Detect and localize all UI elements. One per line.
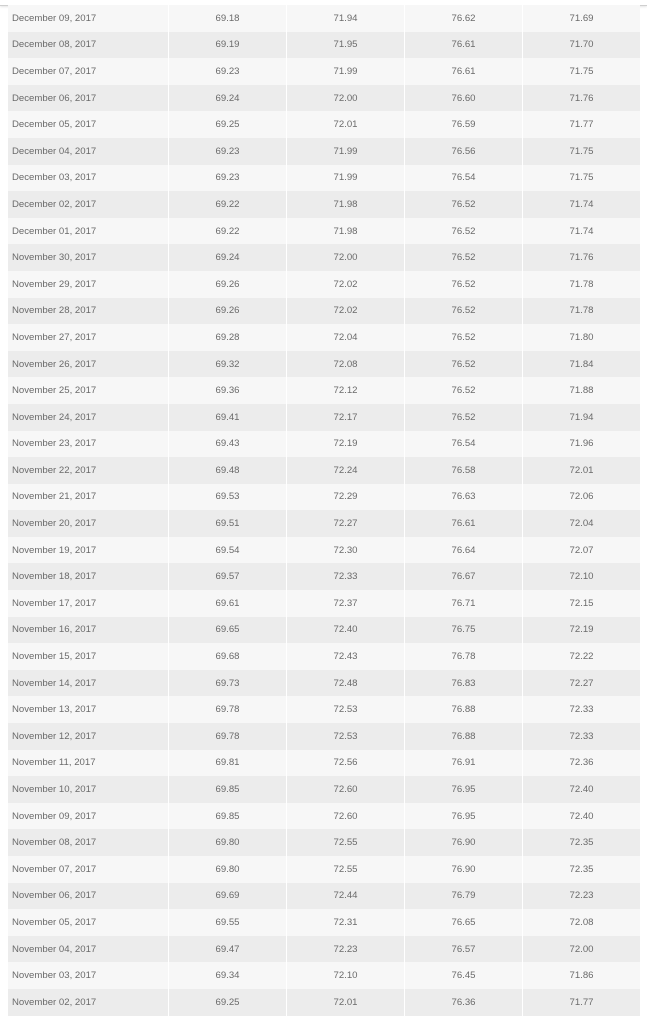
- value-cell-3: 76.52: [405, 404, 523, 431]
- value-cell-4: 72.40: [523, 776, 641, 803]
- table-body: [8, 5, 640, 1016]
- value-cell-2: 72.43: [287, 643, 405, 670]
- table-row: [8, 218, 640, 245]
- value-cell-2: 72.00: [287, 85, 405, 112]
- value-cell-1: 69.80: [169, 856, 287, 883]
- value-cell-2: 72.48: [287, 670, 405, 697]
- value-cell-1: 69.26: [169, 271, 287, 298]
- value-cell-3: 76.95: [405, 803, 523, 830]
- value-cell-4: 72.04: [523, 510, 641, 537]
- value-cell-1: 69.28: [169, 324, 287, 351]
- table-row: [8, 723, 640, 750]
- price-history-table: [8, 5, 640, 1016]
- value-cell-2: 72.31: [287, 909, 405, 936]
- value-cell-1: 69.47: [169, 936, 287, 963]
- value-cell-3: 76.52: [405, 271, 523, 298]
- value-cell-1: 69.85: [169, 776, 287, 803]
- value-cell-4: 72.01: [523, 457, 641, 484]
- table-row: [8, 750, 640, 777]
- value-cell-1: 69.78: [169, 696, 287, 723]
- value-cell-4: 72.19: [523, 617, 641, 644]
- table-row: [8, 377, 640, 404]
- value-cell-1: 69.22: [169, 191, 287, 218]
- value-cell-1: 69.81: [169, 750, 287, 777]
- value-cell-3: 76.59: [405, 111, 523, 138]
- value-cell-4: 72.00: [523, 936, 641, 963]
- table-row: [8, 431, 640, 458]
- price-history-table-container[interactable]: [8, 5, 634, 1016]
- value-cell-4: 71.76: [523, 244, 641, 271]
- date-cell: November 24, 2017: [8, 404, 169, 431]
- date-cell: November 11, 2017: [8, 750, 169, 777]
- date-cell: November 03, 2017: [8, 962, 169, 989]
- table-row: [8, 989, 640, 1016]
- value-cell-2: 72.23: [287, 936, 405, 963]
- date-cell: December 01, 2017: [8, 218, 169, 245]
- value-cell-2: 72.53: [287, 696, 405, 723]
- value-cell-3: 76.64: [405, 537, 523, 564]
- date-cell: November 13, 2017: [8, 696, 169, 723]
- value-cell-4: 72.35: [523, 856, 641, 883]
- value-cell-3: 76.57: [405, 936, 523, 963]
- value-cell-2: 72.01: [287, 989, 405, 1016]
- date-cell: November 23, 2017: [8, 431, 169, 458]
- value-cell-3: 76.88: [405, 723, 523, 750]
- value-cell-1: 69.19: [169, 32, 287, 59]
- value-cell-2: 71.95: [287, 32, 405, 59]
- value-cell-4: 71.75: [523, 138, 641, 165]
- date-cell: November 27, 2017: [8, 324, 169, 351]
- date-cell: November 12, 2017: [8, 723, 169, 750]
- value-cell-1: 69.80: [169, 829, 287, 856]
- value-cell-4: 72.33: [523, 696, 641, 723]
- date-cell: November 28, 2017: [8, 298, 169, 325]
- value-cell-2: 72.10: [287, 962, 405, 989]
- value-cell-2: 72.00: [287, 244, 405, 271]
- value-cell-1: 69.36: [169, 377, 287, 404]
- table-row: [8, 829, 640, 856]
- value-cell-1: 69.26: [169, 298, 287, 325]
- value-cell-4: 71.75: [523, 165, 641, 192]
- date-cell: December 08, 2017: [8, 32, 169, 59]
- date-cell: December 02, 2017: [8, 191, 169, 218]
- date-cell: November 25, 2017: [8, 377, 169, 404]
- value-cell-2: 71.99: [287, 58, 405, 85]
- value-cell-3: 76.54: [405, 431, 523, 458]
- table-row: [8, 537, 640, 564]
- date-cell: November 17, 2017: [8, 590, 169, 617]
- table-row: [8, 404, 640, 431]
- value-cell-1: 69.68: [169, 643, 287, 670]
- value-cell-4: 72.22: [523, 643, 641, 670]
- value-cell-4: 71.75: [523, 58, 641, 85]
- value-cell-4: 71.74: [523, 218, 641, 245]
- value-cell-3: 76.71: [405, 590, 523, 617]
- value-cell-3: 76.78: [405, 643, 523, 670]
- date-cell: November 07, 2017: [8, 856, 169, 883]
- value-cell-3: 76.52: [405, 244, 523, 271]
- value-cell-1: 69.23: [169, 165, 287, 192]
- value-cell-4: 71.77: [523, 111, 641, 138]
- value-cell-3: 76.52: [405, 351, 523, 378]
- table-row: [8, 909, 640, 936]
- value-cell-3: 76.95: [405, 776, 523, 803]
- value-cell-1: 69.24: [169, 244, 287, 271]
- value-cell-2: 71.99: [287, 138, 405, 165]
- table-row: [8, 617, 640, 644]
- value-cell-1: 69.57: [169, 563, 287, 590]
- table-row: [8, 510, 640, 537]
- value-cell-3: 76.60: [405, 85, 523, 112]
- date-cell: November 21, 2017: [8, 484, 169, 511]
- table-row: [8, 324, 640, 351]
- value-cell-1: 69.53: [169, 484, 287, 511]
- table-row: [8, 165, 640, 192]
- date-cell: November 22, 2017: [8, 457, 169, 484]
- value-cell-4: 71.96: [523, 431, 641, 458]
- value-cell-1: 69.25: [169, 989, 287, 1016]
- value-cell-2: 72.02: [287, 271, 405, 298]
- value-cell-4: 72.08: [523, 909, 641, 936]
- table-row: [8, 298, 640, 325]
- value-cell-2: 72.01: [287, 111, 405, 138]
- value-cell-3: 76.61: [405, 510, 523, 537]
- value-cell-4: 72.06: [523, 484, 641, 511]
- table-row: [8, 883, 640, 910]
- value-cell-1: 69.41: [169, 404, 287, 431]
- value-cell-3: 76.52: [405, 218, 523, 245]
- table-row: [8, 85, 640, 112]
- value-cell-3: 76.52: [405, 324, 523, 351]
- value-cell-2: 72.30: [287, 537, 405, 564]
- value-cell-2: 72.40: [287, 617, 405, 644]
- date-cell: November 10, 2017: [8, 776, 169, 803]
- value-cell-4: 72.07: [523, 537, 641, 564]
- value-cell-4: 71.86: [523, 962, 641, 989]
- date-cell: November 02, 2017: [8, 989, 169, 1016]
- value-cell-3: 76.58: [405, 457, 523, 484]
- value-cell-3: 76.83: [405, 670, 523, 697]
- value-cell-1: 69.34: [169, 962, 287, 989]
- table-row: [8, 936, 640, 963]
- value-cell-2: 72.04: [287, 324, 405, 351]
- value-cell-2: 72.55: [287, 829, 405, 856]
- table-row: [8, 271, 640, 298]
- value-cell-4: 72.33: [523, 723, 641, 750]
- table-row: [8, 351, 640, 378]
- value-cell-1: 69.73: [169, 670, 287, 697]
- date-cell: November 29, 2017: [8, 271, 169, 298]
- table-row: [8, 138, 640, 165]
- value-cell-4: 72.27: [523, 670, 641, 697]
- value-cell-4: 72.10: [523, 563, 641, 590]
- value-cell-1: 69.22: [169, 218, 287, 245]
- value-cell-1: 69.32: [169, 351, 287, 378]
- value-cell-3: 76.75: [405, 617, 523, 644]
- value-cell-2: 72.27: [287, 510, 405, 537]
- table-row: [8, 670, 640, 697]
- value-cell-3: 76.61: [405, 58, 523, 85]
- value-cell-1: 69.54: [169, 537, 287, 564]
- date-cell: November 16, 2017: [8, 617, 169, 644]
- table-row: [8, 563, 640, 590]
- value-cell-3: 76.65: [405, 909, 523, 936]
- value-cell-1: 69.18: [169, 5, 287, 32]
- value-cell-3: 76.36: [405, 989, 523, 1016]
- value-cell-3: 76.45: [405, 962, 523, 989]
- value-cell-2: 72.02: [287, 298, 405, 325]
- value-cell-2: 72.56: [287, 750, 405, 777]
- table-row: [8, 191, 640, 218]
- value-cell-3: 76.67: [405, 563, 523, 590]
- value-cell-4: 72.40: [523, 803, 641, 830]
- value-cell-2: 72.29: [287, 484, 405, 511]
- date-cell: December 03, 2017: [8, 165, 169, 192]
- date-cell: December 06, 2017: [8, 85, 169, 112]
- table-row: [8, 244, 640, 271]
- value-cell-1: 69.85: [169, 803, 287, 830]
- table-row: [8, 643, 640, 670]
- date-cell: December 07, 2017: [8, 58, 169, 85]
- value-cell-4: 71.69: [523, 5, 641, 32]
- value-cell-2: 72.12: [287, 377, 405, 404]
- date-cell: December 09, 2017: [8, 5, 169, 32]
- value-cell-4: 71.76: [523, 85, 641, 112]
- date-cell: November 04, 2017: [8, 936, 169, 963]
- value-cell-2: 71.98: [287, 218, 405, 245]
- date-cell: November 19, 2017: [8, 537, 169, 564]
- value-cell-4: 72.35: [523, 829, 641, 856]
- table-row: [8, 856, 640, 883]
- value-cell-4: 72.15: [523, 590, 641, 617]
- value-cell-4: 72.36: [523, 750, 641, 777]
- date-cell: November 14, 2017: [8, 670, 169, 697]
- value-cell-1: 69.51: [169, 510, 287, 537]
- date-cell: November 09, 2017: [8, 803, 169, 830]
- date-cell: November 05, 2017: [8, 909, 169, 936]
- date-cell: November 15, 2017: [8, 643, 169, 670]
- value-cell-2: 72.08: [287, 351, 405, 378]
- value-cell-1: 69.23: [169, 138, 287, 165]
- date-cell: November 18, 2017: [8, 563, 169, 590]
- date-cell: November 26, 2017: [8, 351, 169, 378]
- value-cell-2: 72.17: [287, 404, 405, 431]
- value-cell-1: 69.55: [169, 909, 287, 936]
- value-cell-3: 76.54: [405, 165, 523, 192]
- date-cell: November 20, 2017: [8, 510, 169, 537]
- value-cell-3: 76.52: [405, 298, 523, 325]
- value-cell-3: 76.62: [405, 5, 523, 32]
- date-cell: December 04, 2017: [8, 138, 169, 165]
- value-cell-4: 72.23: [523, 883, 641, 910]
- value-cell-2: 72.33: [287, 563, 405, 590]
- table-row: [8, 457, 640, 484]
- table-row: [8, 696, 640, 723]
- value-cell-2: 72.24: [287, 457, 405, 484]
- table-row: [8, 803, 640, 830]
- value-cell-3: 76.79: [405, 883, 523, 910]
- value-cell-2: 71.94: [287, 5, 405, 32]
- value-cell-1: 69.65: [169, 617, 287, 644]
- table-row: [8, 111, 640, 138]
- value-cell-2: 72.55: [287, 856, 405, 883]
- value-cell-1: 69.48: [169, 457, 287, 484]
- value-cell-4: 71.78: [523, 271, 641, 298]
- date-cell: December 05, 2017: [8, 111, 169, 138]
- value-cell-2: 71.98: [287, 191, 405, 218]
- value-cell-3: 76.90: [405, 829, 523, 856]
- value-cell-2: 72.53: [287, 723, 405, 750]
- value-cell-2: 72.37: [287, 590, 405, 617]
- value-cell-3: 76.61: [405, 32, 523, 59]
- value-cell-1: 69.24: [169, 85, 287, 112]
- value-cell-1: 69.43: [169, 431, 287, 458]
- value-cell-3: 76.63: [405, 484, 523, 511]
- value-cell-2: 71.99: [287, 165, 405, 192]
- table-row: [8, 32, 640, 59]
- date-cell: November 08, 2017: [8, 829, 169, 856]
- date-cell: November 30, 2017: [8, 244, 169, 271]
- value-cell-4: 71.77: [523, 989, 641, 1016]
- value-cell-4: 71.80: [523, 324, 641, 351]
- value-cell-3: 76.56: [405, 138, 523, 165]
- value-cell-4: 71.94: [523, 404, 641, 431]
- value-cell-1: 69.78: [169, 723, 287, 750]
- value-cell-2: 72.19: [287, 431, 405, 458]
- value-cell-1: 69.69: [169, 883, 287, 910]
- date-cell: November 06, 2017: [8, 883, 169, 910]
- table-row: [8, 5, 640, 32]
- value-cell-2: 72.60: [287, 803, 405, 830]
- value-cell-4: 71.74: [523, 191, 641, 218]
- value-cell-2: 72.44: [287, 883, 405, 910]
- table-row: [8, 776, 640, 803]
- value-cell-3: 76.91: [405, 750, 523, 777]
- value-cell-4: 71.84: [523, 351, 641, 378]
- value-cell-4: 71.78: [523, 298, 641, 325]
- value-cell-4: 71.88: [523, 377, 641, 404]
- value-cell-3: 76.90: [405, 856, 523, 883]
- value-cell-3: 76.52: [405, 377, 523, 404]
- value-cell-2: 72.60: [287, 776, 405, 803]
- table-row: [8, 58, 640, 85]
- value-cell-1: 69.61: [169, 590, 287, 617]
- table-row: [8, 484, 640, 511]
- value-cell-3: 76.88: [405, 696, 523, 723]
- value-cell-1: 69.23: [169, 58, 287, 85]
- value-cell-3: 76.52: [405, 191, 523, 218]
- value-cell-1: 69.25: [169, 111, 287, 138]
- table-row: [8, 590, 640, 617]
- value-cell-4: 71.70: [523, 32, 641, 59]
- table-row: [8, 962, 640, 989]
